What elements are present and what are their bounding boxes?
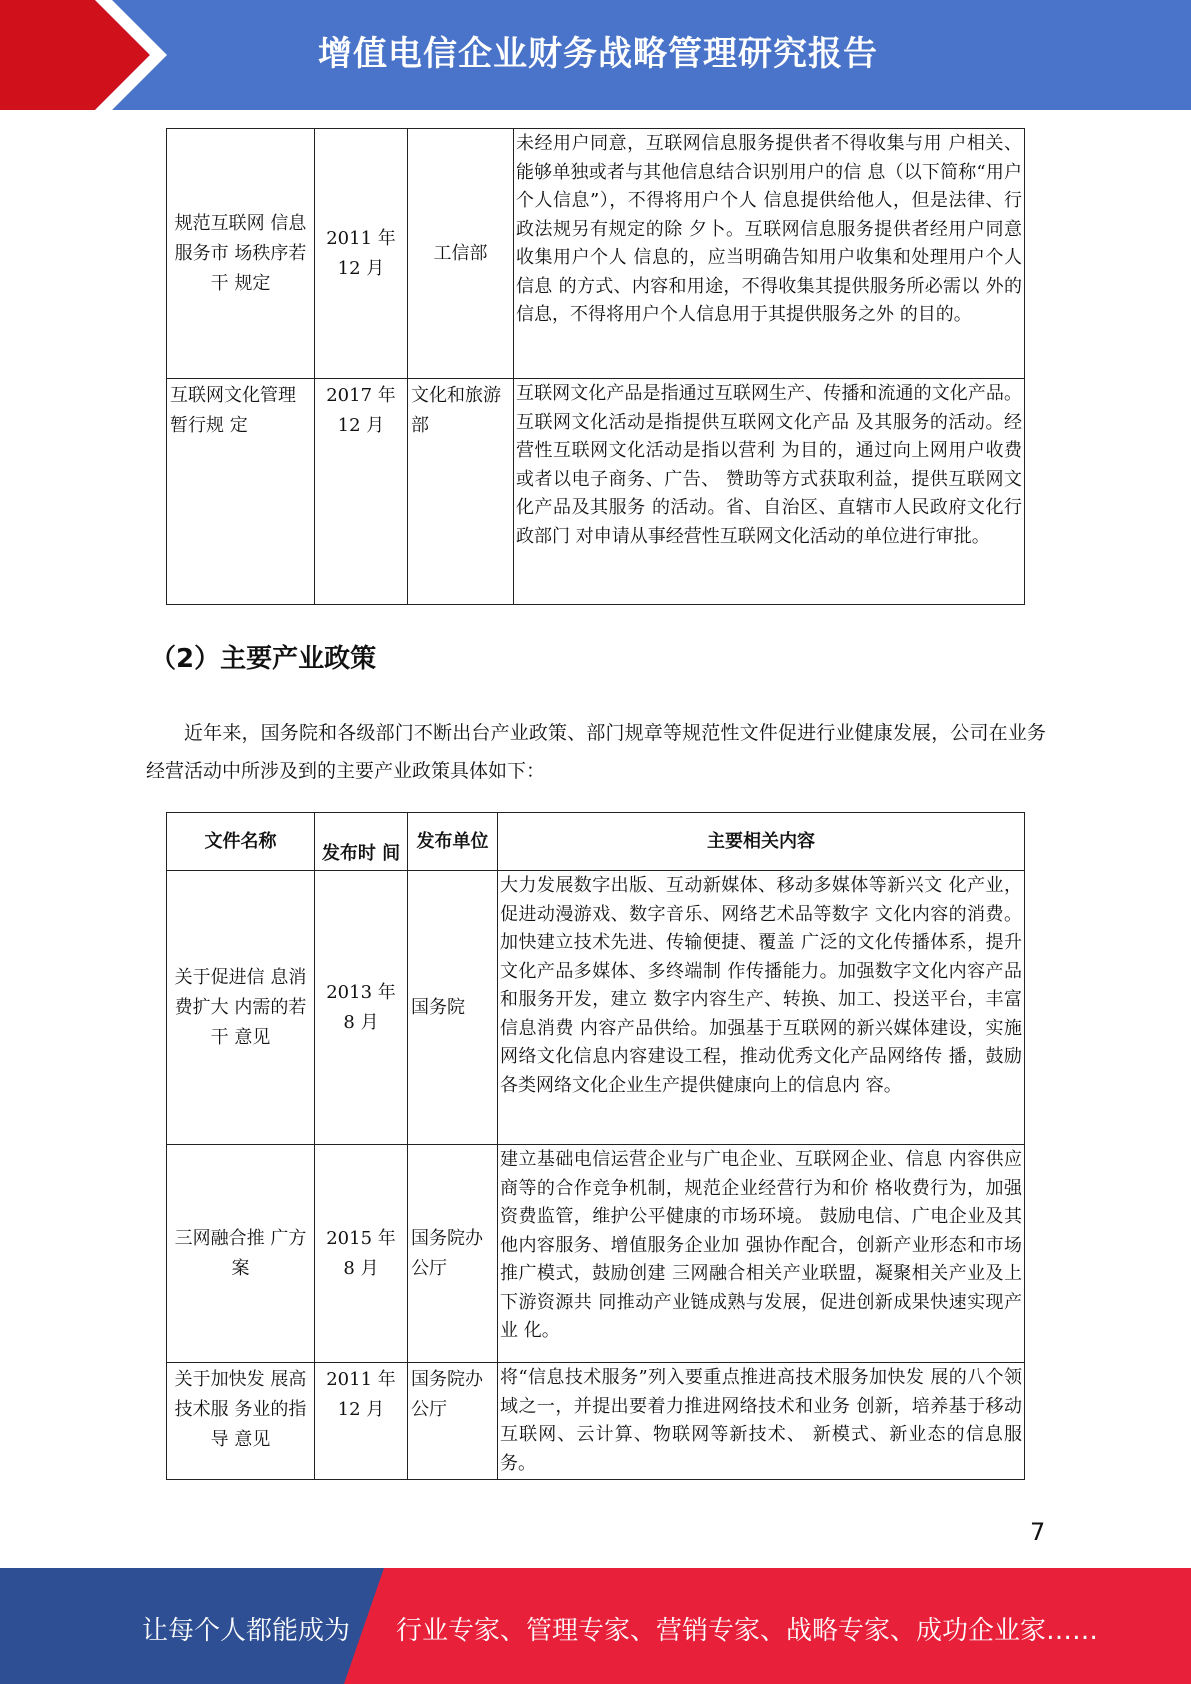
column-header: 主要相关内容 [498, 813, 1025, 871]
date-cell: 2015 年 8 月 [315, 1145, 408, 1363]
file-name-cell: 三网融合推 广方案 [167, 1145, 315, 1363]
page-footer [0, 1568, 1191, 1684]
content-cell: 互联网文化产品是指通过互联网生产、传播和流通的文化产品。互联网文化活动是指提供互联网文化产品 及其服务的活动。经营性互联网文化活动是指以营利 为目的，通过向上网用户收费或者以电子商务、广告、 赞助等方式获取利益，提供互联网文化产品及其服务 的活动。省、自治区、直辖市人民政府文化行政部门 对申请从事经营性互联网文化活动的单位进行审批。 [514, 379, 1025, 605]
page-header [0, 0, 1191, 110]
document-title: 增值电信企业财务战略管理研究报告 [318, 34, 878, 74]
file-name-cell: 关于加快发 展高技术服 务业的指导 意见 [167, 1363, 315, 1480]
footer-slogan-right: 行业专家、管理专家、营销专家、战略专家、成功企业家…… [396, 1616, 1099, 1646]
date-cell: 2011 年 12 月 [315, 129, 408, 379]
column-header: 文件名称 [167, 813, 315, 871]
table-row [167, 379, 1025, 605]
column-header: 发布单位 [408, 813, 498, 871]
file-name-cell: 互联网文化管理暂行规 定 [167, 379, 315, 605]
regulation-table [166, 128, 1025, 605]
issuer-cell: 文化和旅游部 [408, 379, 514, 605]
table-row [167, 1363, 1025, 1480]
table-header-row [167, 813, 1025, 871]
industry-policy-table [166, 812, 1025, 1480]
table-row [167, 1145, 1025, 1363]
date-cell: 2011 年 12 月 [315, 1363, 408, 1480]
issuer-cell: 国务院办公厅 [408, 1363, 498, 1480]
file-name-cell: 关于促进信 息消费扩大 内需的若干 意见 [167, 871, 315, 1145]
date-cell: 2013 年 8 月 [315, 871, 408, 1145]
content-cell: 大力发展数字出版、互动新媒体、移动多媒体等新兴文 化产业，促进动漫游戏、数字音乐、网络艺术品等数字 文化内容的消费。加快建立技术先进、传输便捷、覆盖 广泛的文化传播体系，提升文化产品多媒体、多终端制 作传播能力。加强数字文化内容产品和服务开发，建立 数字内容生产、转换、加工、投送平台，丰富信息消费 内容产品供给。加强基于互联网的新兴媒体建设，实施 网络文化信息内容建设工程，推动优秀文化产品网络传 播，鼓励各类网络文化企业生产提供健康向上的信息内 容。 [498, 871, 1025, 1145]
date-cell: 2017 年 12 月 [315, 379, 408, 605]
footer-slogan-left: 让每个人都能成为 [142, 1616, 351, 1646]
issuer-cell: 国务院 [408, 871, 498, 1145]
content-cell: 将“信息技术服务”列入要重点推进高技术服务加快发 展的八个领域之一，并提出要着力推进网络技术和业务 创新，培养基于移动互联网、云计算、物联网等新技术、 新模式、新业态的信息服务。 [498, 1363, 1025, 1480]
file-name-cell: 规范互联网 信息服务市 场秩序若干 规定 [167, 129, 315, 379]
section-heading: （2）主要产业政策 [150, 644, 377, 674]
page-number: 7 [1030, 1518, 1046, 1546]
table-row [167, 129, 1025, 379]
content-cell: 建立基础电信运营企业与广电企业、互联网企业、信息 内容供应商等的合作竞争机制，规范企业经营行为和价 格收费行为，加强资费监管，维护公平健康的市场环境。 鼓励电信、广电企业及其他内容服务、增值服务企业加 强协作配合，创新产业形态和市场推广模式，鼓励创建 三网融合相关产业联盟，凝聚相关产业及上下游资源共 同推动产业链成熟与发展，促进创新成果快速实现产业 化。 [498, 1145, 1025, 1363]
column-header: 发布时 间 [315, 813, 408, 871]
issuer-cell: 国务院办公厅 [408, 1145, 498, 1363]
section-paragraph: 近年来，国务院和各级部门不断出台产业政策、部门规章等规范性文件促进行业健康发展，公司在业务经营活动中所涉及到的主要产业政策具体如下： [146, 722, 1046, 782]
issuer-cell: 工信部 [408, 129, 514, 379]
table-row [167, 871, 1025, 1145]
content-cell: 未经用户同意，互联网信息服务提供者不得收集与用 户相关、能够单独或者与其他信息结合识别用户的信 息（以下简称“用户个人信息”），不得将用户个人 信息提供给他人，但是法律、行政法规另有规定的除 夕卜。互联网信息服务提供者经用户同意收集用户个人 信息的，应当明确告知用户收集和处理用户个人信息 的方式、内容和用途，不得收集其提供服务所必需以 外的信息，不得将用户个人信息用于其提供服务之外 的目的。 [514, 129, 1025, 379]
